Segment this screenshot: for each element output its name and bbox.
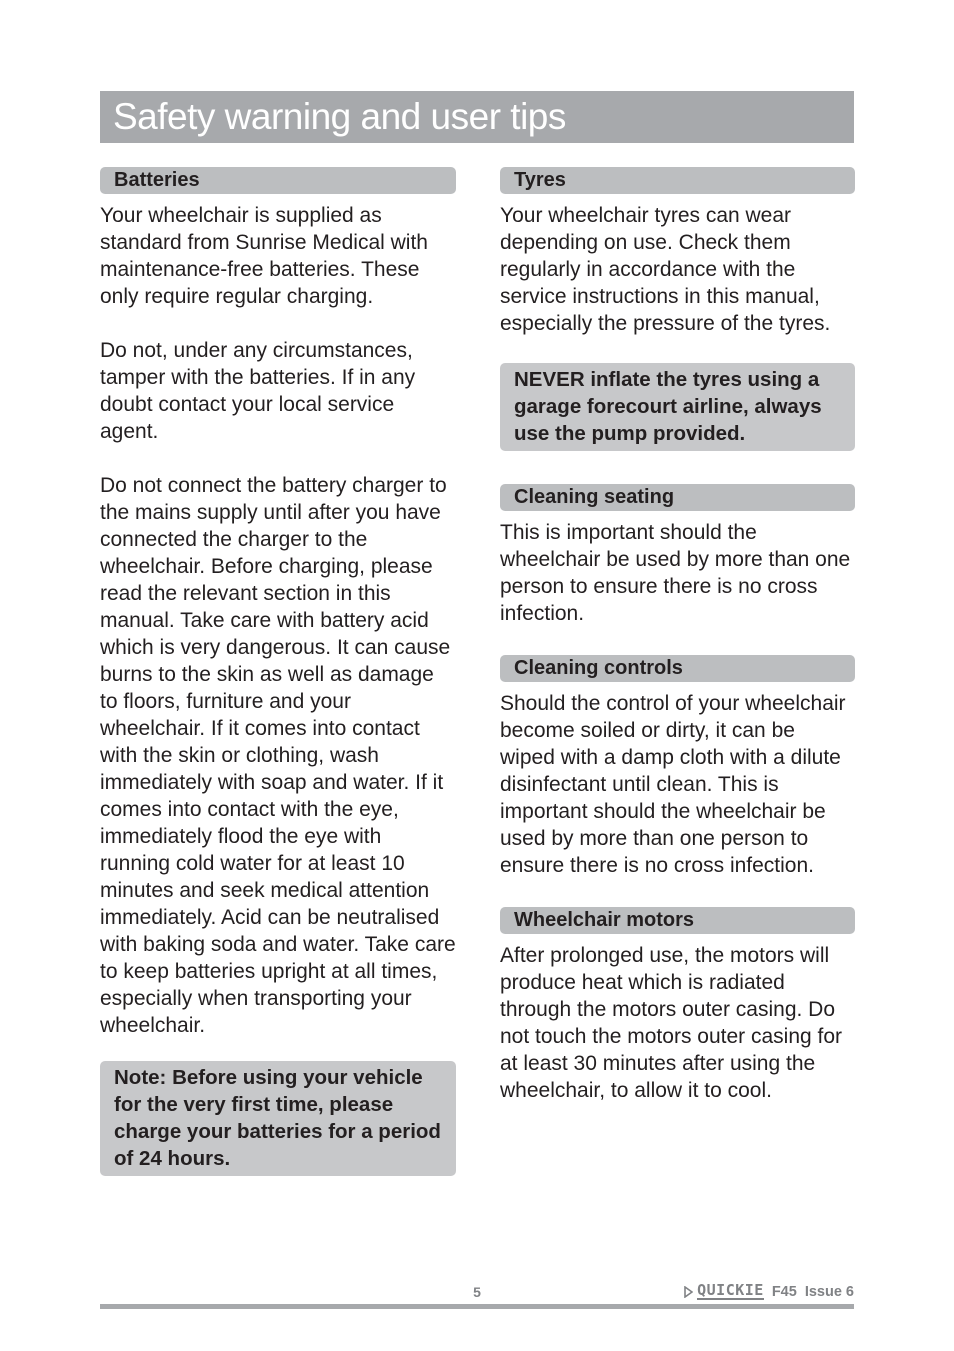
batteries-paragraph-1: Your wheelchair is supplied as standard from Sunrise Medical with maintenance-free batteries. These only require regular charging. bbox=[100, 204, 428, 308]
section-heading-wheelchair-motors: Wheelchair motors bbox=[500, 907, 855, 934]
section-heading-tyres: Tyres bbox=[500, 167, 855, 194]
page-number: 5 bbox=[473, 1284, 481, 1300]
left-column bbox=[100, 167, 456, 1176]
batteries-note-box: Note: Before using your vehicle for the very first time, please charge your batteries for a period of 24 hours. bbox=[100, 1061, 456, 1176]
batteries-paragraph-2: Do not, under any circumstances, tamper with the batteries. If in any doubt contact your local service agent. bbox=[100, 339, 416, 443]
footer-brand bbox=[684, 1283, 854, 1300]
issue-label: Issue 6 bbox=[804, 1283, 854, 1300]
batteries-paragraph-3: Do not connect the battery charger to the mains supply until after you have connected the charger to the wheelchair. Before charging, please read the relevant section in this manual. Take care with battery acid which is very dangerous. It can cause burns to the skin as well as damage to floors, furniture and your wheelchair. If it comes into contact with the skin or clothing, wash immediately with soap and water. If it comes into contact with the eye, immediately flood the eye with running cold water for at least 10 minutes and seek medical attention immediately. Acid can be neutralised with baking soda and water. Take care to keep batteries upright at all times, especially when transporting your wheelchair. bbox=[100, 474, 456, 1037]
cleaning-controls-paragraph: Should the control of your wheelchair become soiled or dirty, it can be wiped with a damp cloth with a dilute disinfectant until clean. This is important should the wheelchair be used by more than one person to ensure there is no cross infection. bbox=[500, 692, 846, 877]
right-column bbox=[500, 167, 855, 1104]
brand-logo-text: QUICKIE bbox=[697, 1281, 764, 1299]
section-heading-batteries: Batteries bbox=[100, 167, 456, 194]
model-label: F45 bbox=[771, 1283, 797, 1300]
play-triangle-outline-icon bbox=[684, 1286, 693, 1298]
page-title: Safety warning and user tips bbox=[113, 96, 566, 137]
section-heading-cleaning-seating: Cleaning seating bbox=[500, 484, 855, 511]
section-heading-cleaning-controls: Cleaning controls bbox=[500, 655, 855, 682]
cleaning-seating-paragraph: This is important should the wheelchair be used by more than one person to ensure there is no cross infection. bbox=[500, 521, 851, 625]
motors-paragraph: After prolonged use, the motors will produce heat which is radiated through the motors outer casing. Do not touch the motors outer casing for at least 30 minutes after using the wheelchair, to allow it to cool. bbox=[500, 944, 843, 1102]
tyres-paragraph: Your wheelchair tyres can wear depending on use. Check them regularly in accordance with the service instructions in this manual, especially the pressure of the tyres. bbox=[500, 204, 831, 335]
tyres-warning-box: NEVER inflate the tyres using a garage forecourt airline, always use the pump provided. bbox=[500, 363, 855, 451]
page-title-bar bbox=[100, 91, 854, 143]
footer-divider bbox=[100, 1304, 854, 1309]
